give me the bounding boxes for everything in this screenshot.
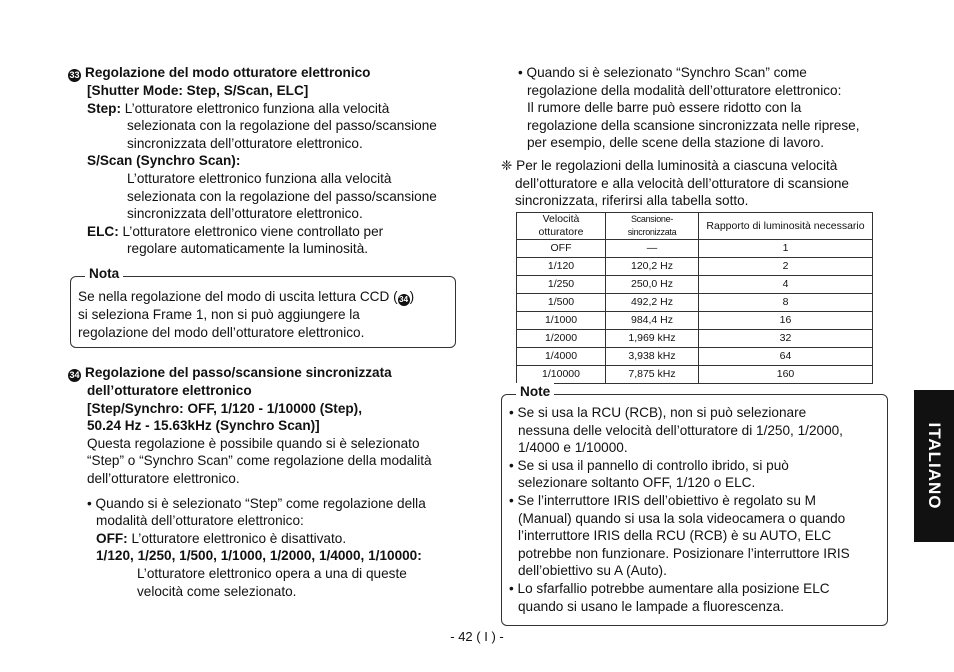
section-33: [68, 64, 468, 258]
sscan-desc-3: sincronizzata dell’otturatore elettronico.: [127, 206, 363, 222]
elc-desc-1: L’otturatore elettronico viene controllato per: [122, 223, 384, 239]
list-item: • Se l’interruttore IRIS dell’obiettivo è regolato su M (Manual) quando si usa la sola videocamera o quando l’interruttore IRIS della RCU (RCB) è su AUTO, ELC potrebbe non funzionare. Posizionare l’interruttore IRIS dell’obiettivo su A (Auto).: [509, 492, 850, 579]
table-row: 1/10000 7,875 kHz 160: [517, 366, 873, 384]
nota-text: Se nella regolazione del modo di uscita lettura CCD ( 34 ) si seleziona Frame 1, non si può aggiungere la regolazione del modo dell’otturatore elettronico.: [78, 289, 415, 340]
step-desc-1: L’otturatore elettronico funziona alla velocità: [124, 100, 390, 116]
elc-label: ELC:: [87, 223, 119, 239]
elc-desc-2: regolare automaticamente la luminosità.: [127, 241, 369, 257]
step-desc-3: sincronizzata dell’otturatore elettronico.: [127, 135, 363, 151]
list-item: • Se si usa il pannello di controllo ibrido, si può selezionare soltanto OFF, 1/120 o ELC.: [509, 457, 789, 491]
table-row: 1/2000 1,969 kHz 32: [517, 330, 873, 348]
table-header: Scansione-sincronizzata: [606, 213, 699, 240]
section-34: 34 Regolazione del passo/scansione sincronizzata dell’otturatore elettronico [Step/Synchro: OFF, 1/120 - 1/10000 (Step), 50.24 Hz - 15.63kHz (Synchro Scan)] Questa regolazione è possibile quando si è selezionato “Step” o “Synchro Scan” come regolazione della modalità dell’otturatore elettronico. • Quando si è selezionato “Step” come regolazione della modalità dell’otturatore elettronico: OFF: L’otturatore elettronico è disattivato. 1/120, 1/250, 1/500, 1/1000, 1/2000, 1/4000, 1/10000: L’otturatore elettronico opera a una di queste velocità come selezionato.: [68, 364, 468, 600]
list-item: • Lo sfarfallio potrebbe aumentare alla posizione ELC quando si usano le lampade a fluorescenza.: [509, 580, 830, 614]
number-33-icon: 33: [69, 70, 80, 80]
step-label: Step:: [87, 100, 121, 116]
number-34-icon: 34: [399, 295, 409, 304]
nota-title: Nota: [85, 265, 123, 283]
table-header: Rapporto di luminosità necessario: [699, 213, 873, 240]
off-label: OFF:: [96, 530, 128, 546]
list-item: • Se si usa la RCU (RCB), non si può selezionare nessuna delle velocità dell’otturatore di 1/250, 1/2000, 1/4000 e 1/10000.: [509, 405, 843, 456]
speeds-label: 1/120, 1/250, 1/500, 1/1000, 1/2000, 1/4000, 1/10000:: [96, 548, 422, 564]
brightness-table: [516, 212, 873, 384]
sscan-desc-2: selezionata con la regolazione del passo/scansione: [127, 188, 437, 204]
note-title: Note: [516, 383, 554, 401]
section-33-title: 33 Regolazione del modo otturatore elettronico: [69, 65, 371, 80]
table-row: 1/500 492,2 Hz 8: [517, 294, 873, 312]
table-row: 1/120 120,2 Hz 2: [517, 258, 873, 276]
note-list: [509, 404, 881, 615]
table-header-row: [517, 213, 873, 240]
star-note: ❈ Per le regolazioni della luminosità a ciascuna velocità dell’otturatore e alla velocità dell’otturatore di scansione sincronizzata, riferirsi alla tabella sotto.: [501, 158, 849, 209]
table-row: 1/1000 984,4 Hz 16: [517, 312, 873, 330]
page-number: - 42 ( I ) -: [450, 629, 504, 644]
table-header: Velocità otturatore: [517, 213, 606, 240]
section-34-title: 34 Regolazione del passo/scansione sincronizzata: [69, 365, 392, 380]
table-row: 1/250 250,0 Hz 4: [517, 276, 873, 294]
section-33-subtitle: [Shutter Mode: Step, S/Scan, ELC]: [87, 83, 309, 98]
table-row: 1/4000 3,938 kHz 64: [517, 348, 873, 366]
step-desc-2: selezionata con la regolazione del passo/scansione: [127, 118, 437, 134]
table-row: OFF — 1: [517, 240, 873, 258]
sscan-label: S/Scan (Synchro Scan):: [87, 153, 241, 169]
language-tab-label: ITALIANO: [924, 422, 944, 510]
sscan-desc-1: L’otturatore elettronico funziona alla velocità: [127, 170, 392, 186]
bullet-step: • Quando si è selezionato “Step” come regolazione della: [87, 495, 426, 511]
synchro-bullet: • Quando si è selezionato “Synchro Scan” come regolazione della modalità dell’otturatore elettronico: Il rumore delle barre può essere ridotto con la regolazione della scansione sincronizzata nelle riprese, per esempio, delle scene della stazione di lavoro.: [518, 65, 860, 151]
language-tab: [914, 390, 954, 542]
number-34-icon: 34: [69, 370, 80, 380]
